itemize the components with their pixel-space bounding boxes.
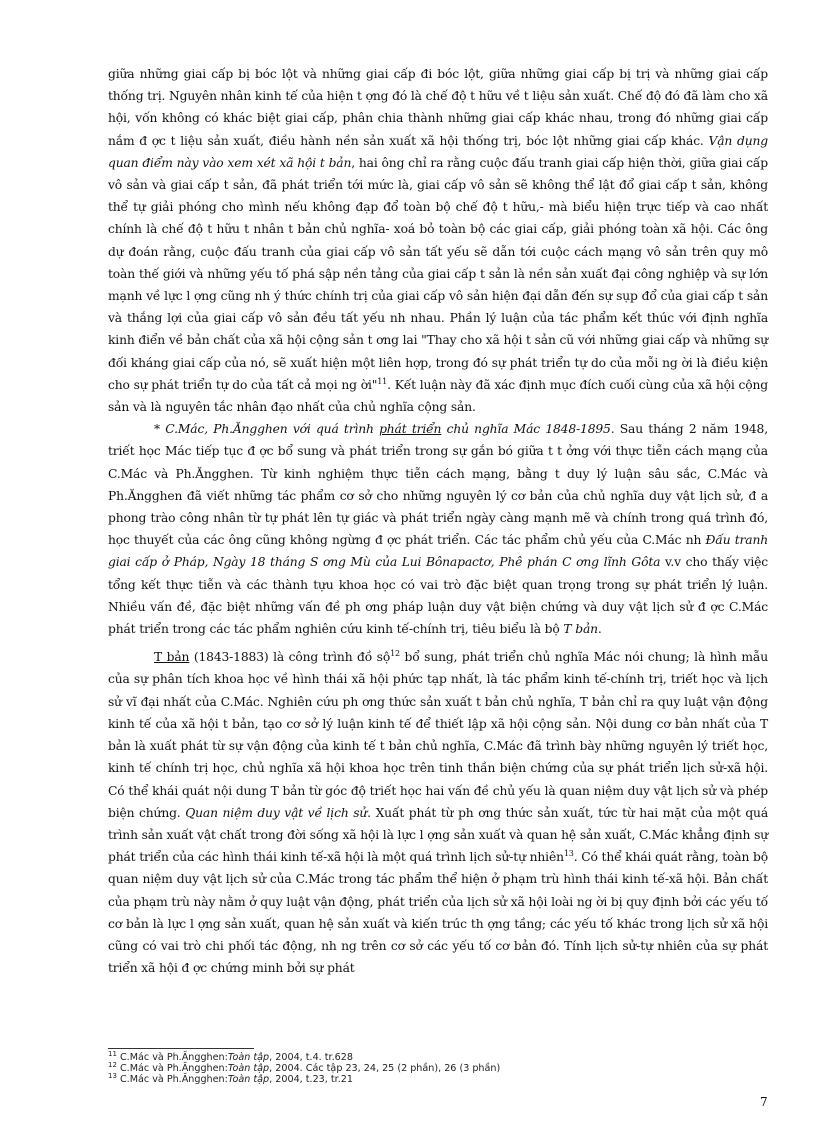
italic-phrase: Vận dụng quan điểm này vào xem xét xã hội t bản	[108, 133, 768, 170]
page-number: 7	[760, 1095, 768, 1109]
footnote-13: $^{13}$ C.Mác và Ph.Ăngghen:Toàn tập, 2004, t.23, tr.21	[108, 1071, 353, 1085]
italic-subheading: Quan niệm duy vật về lịch sử	[185, 805, 368, 820]
body-text	[108, 63, 768, 979]
footnote-ref-12[interactable]: 12	[390, 649, 400, 659]
paragraph-capital: T bản (1843-1883) là công trình đồ sộ$^{12}$ bổ sung, phát triển chủ nghĩa Mác nói chung; là hình mẫu của sự phân tích khoa học về hình thái xã hội phức tạp nhất, là tác phẩm kinh tế-chính trị, triết học và lịch sử vĩ đại nhất của C.Mác. Nghiên cứu ph ơng thức sản xuất t bản chủ nghĩa, T bản chỉ ra quy luật vận động kinh tế của xã hội t bản, tạo cơ sở lý luận kinh tế để thiết lập xã hội cộng sản. Nội dung cơ bản nhất của T bản là xuất phát từ sự vận động của kinh tế t bản chủ nghĩa, C.Mác đã trình bày những nguyên lý triết học, kinh tế chính trị học, chủ nghĩa xã hội khoa học trên tinh thần biện chứng của sự phát triển lịch sử-xã hội. Có thể khái quát nội dung T bản từ góc độ triết học hai vấn đề chủ yếu là quan niệm duy vật lịch sử và phép biện chứng. Quan niệm duy vật về lịch sử. Xuất phát từ ph ơng thức sản xuất, tức từ hai mặt của một quá trình sản xuất vật chất trong đời sống xã hội là lực l ợng sản xuất và quan hệ sản xuất, C.Mác khẳng định sự phát triển của các hình thái kinh tế-xã hội là một quá trình lịch sử-tự nhiên$^{13}$. Có thể khái quát rằng, toàn bộ quan niệm duy vật lịch sử của C.Mác trong tác phẩm thể hiện ở phạm trù hình thái kinh tế-xã hội. Bản chất của phạm trù này nằm ở quy luật vận động, phát triển của lịch sử xã hội loài ng ời bị quy định bởi các yếu tố cơ bản là lực l ợng sản xuất, quan hệ sản xuất và kiến trúc th ợng tầng; các yếu tố khác trong lịch sử xã hội cũng có vai trò chi phối tác động, nh ng trên cơ sở các yếu tố cơ bản đó. Tính lịch sử-tự nhiên của sự phát triển xã hội đ ợc chứng minh bởi sự phát	[108, 649, 769, 976]
works-list: Đấu tranh giai cấp ở Pháp, Ngày 18 tháng S ơng Mù của Lui Bônapactơ, Phê phán C ơng lĩnh Gôta	[108, 533, 768, 570]
capital-title: T bản	[563, 622, 598, 637]
footnote-12: $^{12}$ C.Mác và Ph.Ăngghen:Toàn tập, 2004. Các tập 23, 24, 25 (2 phần), 26 (3 phần)	[108, 1060, 501, 1074]
capital-title-underlined: T bản	[154, 650, 190, 665]
footnote-ref-11[interactable]: 11	[377, 376, 388, 386]
paragraph-class-struggle: giữa những giai cấp bị bóc lột và những giai cấp đi bóc lột, giữa những giai cấp bị trị và những giai cấp thống trị. Nguyên nhân kinh tế của hiện t ợng đó là chế độ t hữu về t liệu sản xuất. Chế độ đó đã làm cho xã hội, vốn không có khác biệt giai cấp, phân chia thành những giai cấp khác nhau, trong đó những giai cấp nắm đ ợc t liệu sản xuất, điều hành nền sản xuất xã hội thống trị, bóc lột những giai cấp khác. Vận dụng quan điểm này vào xem xét xã hội t bản, hai ông chỉ ra rằng cuộc đấu tranh giai cấp hiện thời, giữa giai cấp vô sản và giai cấp t sản, đã phát triển tới mức là, giai cấp vô sản sẽ không thể lật đổ giai cấp t sản, không thể tự giải phóng cho mình nếu không đạp đổ toàn bộ chế độ t hữu,- mà biểu hiện trực tiếp và cao nhất chính là chế độ t hữu t nhân t bản chủ nghĩa- xoá bỏ toàn bộ các giai cấp, giải phóng toàn xã hội. Các ông dự đoán rằng, cuộc đấu tranh của giai cấp vô sản tất yếu sẽ dẫn tới cuộc cách mạng vô sản trên quy mô toàn thế giới và những yếu tố phá sập nền tảng của giai cấp t sản là nền sản xuất đại công nghiệp và sự lớn mạnh về lực l ợng cũng nh ý thức chính trị của giai cấp vô sản hiện đại dẫn đến sự sụp đổ của giai cấp t sản và thắng lợi của giai cấp vô sản đều tất yếu nh nhau. Phần lý luận của tác phẩm kết thúc với định nghĩa kinh điển về bản chất của xã hội cộng sản t ơng lai "Thay cho xã hội t sản cũ với những giai cấp và những sự đối kháng giai cấp của nó, sẽ xuất hiện một liên hợp, trong đó sự phát triển tự do của mỗi ng ời là điều kiện cho sự phát triển tự do của tất cả mọi ng ời"$^{11}$. Kết luận này đã xác định mục đích cuối cùng của xã hội cộng sản và là nguyên tắc nhân đạo nhất của chủ nghĩa cộng sản.	[108, 67, 768, 415]
footnote-11: $^{11}$ C.Mác và Ph.Ăngghen:Toàn tập, 2004, t.4. tr.628	[108, 1049, 353, 1063]
footnote-separator	[108, 1048, 254, 1049]
footnote-ref-13[interactable]: 13	[563, 849, 574, 859]
footnotes	[108, 1049, 708, 1085]
section-heading: * C.Mác, Ph.Ăngghen với quá trình phát triển chủ nghĩa Mác 1848-1895	[154, 422, 611, 437]
paragraph-1848-1895: * C.Mác, Ph.Ăngghen với quá trình phát triển chủ nghĩa Mác 1848-1895. Sau tháng 2 năm 1948, triết học Mác tiếp tục đ ợc bổ sung và phát triển trong sự gắn bó giữa t t ởng với thực tiễn cách mạng của C.Mác và Ph.Ăngghen. Từ kinh nghiệm thực tiễn cách mạng, bằng t duy lý luận sâu sắc, C.Mác và Ph.Ăngghen đã viết những tác phẩm cơ sở cho những nguyên lý cơ bản của chủ nghĩa duy vật lịch sử, đ a phong trào công nhân từ tự phát lên tự giác và phát triển ngày càng mạnh mẽ và chính trong quá trình đó, học thuyết của các ông cũng không ngừng đ ợc phát triển. Các tác phẩm chủ yếu của C.Mác nh Đấu tranh giai cấp ở Pháp, Ngày 18 tháng S ơng Mù của Lui Bônapactơ, Phê phán C ơng lĩnh Gôta v.v cho thấy việc tổng kết thực tiễn và các thành tựu khoa học có vai trò đặc biệt quan trọng trong sự phát triển lý luận. Nhiều vấn đề, đặc biệt những vấn đề ph ơng pháp luận duy vật biện chứng và duy vật lịch sử đ ợc C.Mác phát triển trong các tác phẩm nghiên cứu kinh tế-chính trị, tiêu biểu là bộ T bản.	[108, 422, 768, 637]
